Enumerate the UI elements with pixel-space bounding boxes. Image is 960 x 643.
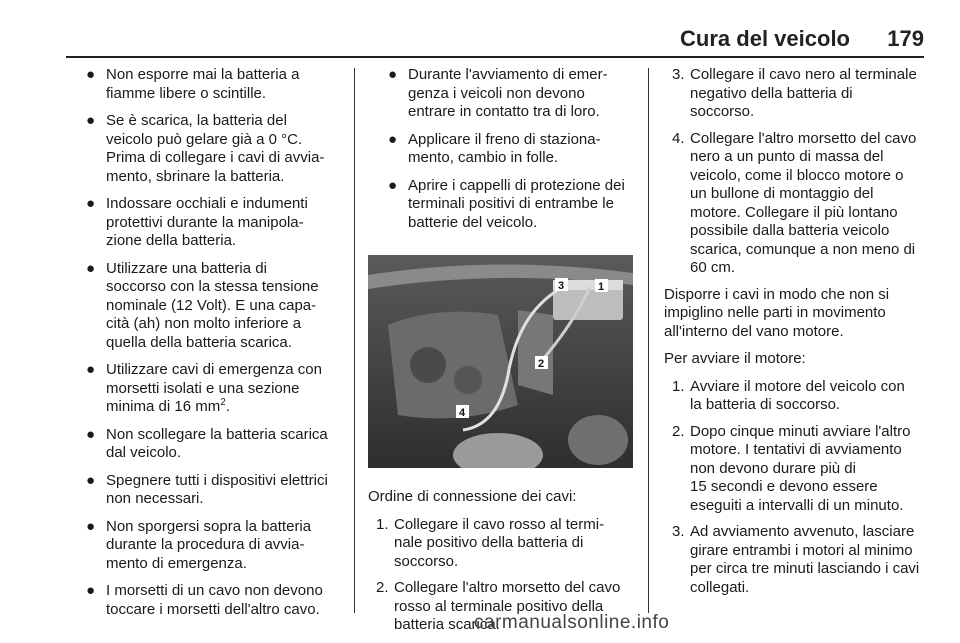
step-text-line: 15 secondi e devono essere <box>690 478 878 495</box>
start-engine-intro: Per avviare il motore: <box>664 350 806 367</box>
page-header <box>0 0 960 60</box>
bullet-text-line: protettivi durante la manipola- <box>106 213 304 231</box>
bullet-text-line: I morsetti di un cavo non devono <box>106 582 323 599</box>
bullet-text-line: quella della batteria scarica. <box>106 333 292 351</box>
engine-bay-photo <box>368 255 633 468</box>
column-2 <box>368 66 635 643</box>
bullet-icon: ● <box>388 176 398 194</box>
bullet-item <box>368 66 635 122</box>
step-number: 3. <box>672 66 685 83</box>
step-text-line: Collegare l'altro morsetto del cavo <box>394 579 621 596</box>
step-text-line: motore. I tentativi di avviamento <box>690 441 902 458</box>
bullet-item <box>66 582 348 619</box>
step-item <box>664 66 930 122</box>
step-text-line: un bullone di montaggio del <box>690 185 874 202</box>
step-number: 1. <box>376 515 389 533</box>
step-number: 4. <box>672 129 685 147</box>
bullet-text-line: toccare i morsetti dell'altro cavo. <box>106 600 320 618</box>
photo-label-3: 3 <box>558 280 565 292</box>
photo-label-4: 4 <box>459 407 466 419</box>
bullet-text-line: Aprire i cappelli di protezione dei <box>408 176 625 194</box>
step-item <box>664 378 930 415</box>
bullet-icon: ● <box>388 66 398 83</box>
bullet-item <box>66 66 348 103</box>
step-text-line: Ad avviamento avvenuto, lasciare <box>690 523 915 540</box>
step-text-line: Collegare il cavo nero al terminale <box>690 66 917 83</box>
bullet-icon: ● <box>388 130 398 148</box>
connection-order-intro: Ordine di connessione dei cavi: <box>368 488 577 505</box>
section-title: Cura del veicolo <box>680 26 850 51</box>
bullet-text-line: mento di emergenza. <box>106 554 247 572</box>
start-engine-steps <box>664 378 930 598</box>
step-text-line: soccorso. <box>690 103 755 120</box>
bullet-text-line: Non scollegare la batteria scarica <box>106 425 328 443</box>
column-1 <box>66 66 348 628</box>
column-divider <box>354 68 355 613</box>
bullet-text-line: batterie del veicolo. <box>408 213 538 231</box>
step-text-line: possibile dalla batteria veicolo <box>690 222 890 239</box>
precaution-list <box>66 66 348 619</box>
step-text-line: collegati. <box>690 578 750 596</box>
bullet-text-line: mento, sbrinare la batteria. <box>106 167 285 185</box>
step-text-line: rosso al terminale positivo della <box>394 597 604 615</box>
bullet-item <box>66 426 348 463</box>
step-item <box>368 516 635 572</box>
bullet-icon: ● <box>86 471 96 489</box>
bullet-text-line: minima di 16 mm <box>106 398 221 415</box>
bullet-text-line: Non sporgersi sopra la batteria <box>106 517 312 535</box>
bullet-text-line: Utilizzare una batteria di <box>106 259 267 277</box>
step-text-line: Collegare l'altro morsetto del cavo <box>690 129 917 147</box>
bullet-icon: ● <box>86 425 96 443</box>
step-text-line: veicolo, come il blocco motore o <box>690 166 904 184</box>
bullet-text-line: entrare in contatto tra di loro. <box>408 103 600 120</box>
page-number: 179 <box>887 26 924 51</box>
header-rule <box>66 56 924 58</box>
bullet-item <box>368 131 635 168</box>
bullet-text-line: mento, cambio in folle. <box>408 149 559 166</box>
step-text-line: scarica, comunque a non meno di <box>690 240 916 258</box>
step-text-line: 60 cm. <box>690 259 736 276</box>
bullet-icon: ● <box>86 517 96 535</box>
bullet-text-line: non necessari. <box>106 490 204 507</box>
bullet-text-line: nominale (12 Volt). E una capa- <box>106 296 317 314</box>
bullet-text-line: Utilizzare cavi di emergenza con <box>106 361 322 378</box>
bullet-text-line: zione della batteria. <box>106 232 237 249</box>
bullet-item <box>66 361 348 417</box>
step-item <box>664 423 930 516</box>
step-item <box>664 130 930 278</box>
connection-steps-continued <box>664 66 930 278</box>
paragraph-line: Disporre i cavi in modo che non si <box>664 285 890 303</box>
bullet-text-line: durante la procedura di avvia- <box>106 536 305 553</box>
step-text-line: per circa tre minuti lasciando i cavi <box>690 560 920 577</box>
paragraph-line: impiglino nelle parti in movimento <box>664 304 886 321</box>
bullet-text-line: veicolo può gelare già a 0 °C. <box>106 130 303 148</box>
bullet-text-line: dal veicolo. <box>106 444 182 461</box>
bullet-text-line: genza i veicoli non devono <box>408 84 585 102</box>
bullet-icon: ● <box>86 66 96 83</box>
photo-label-1: 1 <box>598 281 605 293</box>
step-text-line: girare entrambi i motori al minimo <box>690 541 913 559</box>
bullet-text-line: Se è scarica, la batteria del <box>106 112 287 129</box>
bullet-icon: ● <box>86 582 96 599</box>
superscript: 2 <box>220 397 226 408</box>
step-text-line: Avviare il motore del veicolo con <box>690 377 905 395</box>
bullet-text-suffix: . <box>225 398 230 415</box>
step-number: 3. <box>672 523 685 540</box>
bullet-text-line: Spegnere tutti i dispositivi elettrici <box>106 471 328 489</box>
bullet-text-line: cità (ah) non molto inferiore a <box>106 315 302 332</box>
bullet-text-line: soccorso con la stessa tensione <box>106 278 319 295</box>
photo-label-2: 2 <box>538 358 545 370</box>
bullet-item <box>66 195 348 251</box>
step-text-line: motore. Collegare il più lontano <box>690 203 898 221</box>
bullet-item <box>66 518 348 574</box>
bullet-text-line: fiamme libere o scintille. <box>106 84 267 102</box>
engine-bay-illustration <box>368 255 633 468</box>
paragraph-line: all'interno del vano motore. <box>664 322 844 340</box>
bullet-icon: ● <box>86 112 96 129</box>
bullet-icon: ● <box>86 361 96 378</box>
bullet-icon: ● <box>86 195 96 212</box>
bullet-text-line: Indossare occhiali e indumenti <box>106 195 308 212</box>
step-number: 2. <box>376 579 389 596</box>
step-text-line: la batteria di soccorso. <box>690 396 841 413</box>
bullet-text-line: morsetti isolati e una sezione <box>106 379 300 397</box>
step-number: 2. <box>672 422 685 440</box>
bullet-text-line: Durante l'avviamento di emer- <box>408 66 608 83</box>
column-divider <box>648 68 649 613</box>
step-text-line: negativo della batteria di <box>690 84 853 102</box>
step-text-line: nale positivo della batteria di <box>394 534 584 551</box>
step-text-line: Dopo cinque minuti avviare l'altro <box>690 422 911 440</box>
bullet-item <box>66 472 348 509</box>
bullet-item <box>66 260 348 353</box>
bullet-text-line: terminali positivi di entrambe le <box>408 195 614 212</box>
bullet-text-line: Applicare il freno di staziona- <box>408 130 601 148</box>
cable-routing-note <box>664 286 930 342</box>
bullet-icon: ● <box>86 259 96 277</box>
step-text-line: soccorso. <box>394 552 459 570</box>
step-text-line: batteria scarica. <box>394 616 500 633</box>
step-text-line: nero a un punto di massa del <box>690 148 884 165</box>
bullet-item <box>66 112 348 186</box>
step-item <box>664 523 930 597</box>
column-3 <box>664 66 930 605</box>
watermark: carmanualsonline.info <box>474 612 670 633</box>
step-text-line: eseguiti a intervalli di un minuto. <box>690 496 904 514</box>
step-text-line: non devono durare più di <box>690 459 856 477</box>
bullet-item <box>368 177 635 233</box>
preparation-list <box>368 66 635 232</box>
step-text-line: Collegare il cavo rosso al termi- <box>394 515 605 533</box>
step-number: 1. <box>672 377 685 395</box>
bullet-text-line: Non esporre mai la batteria a <box>106 66 300 83</box>
bullet-text-line: Prima di collegare i cavi di avvia- <box>106 149 325 166</box>
